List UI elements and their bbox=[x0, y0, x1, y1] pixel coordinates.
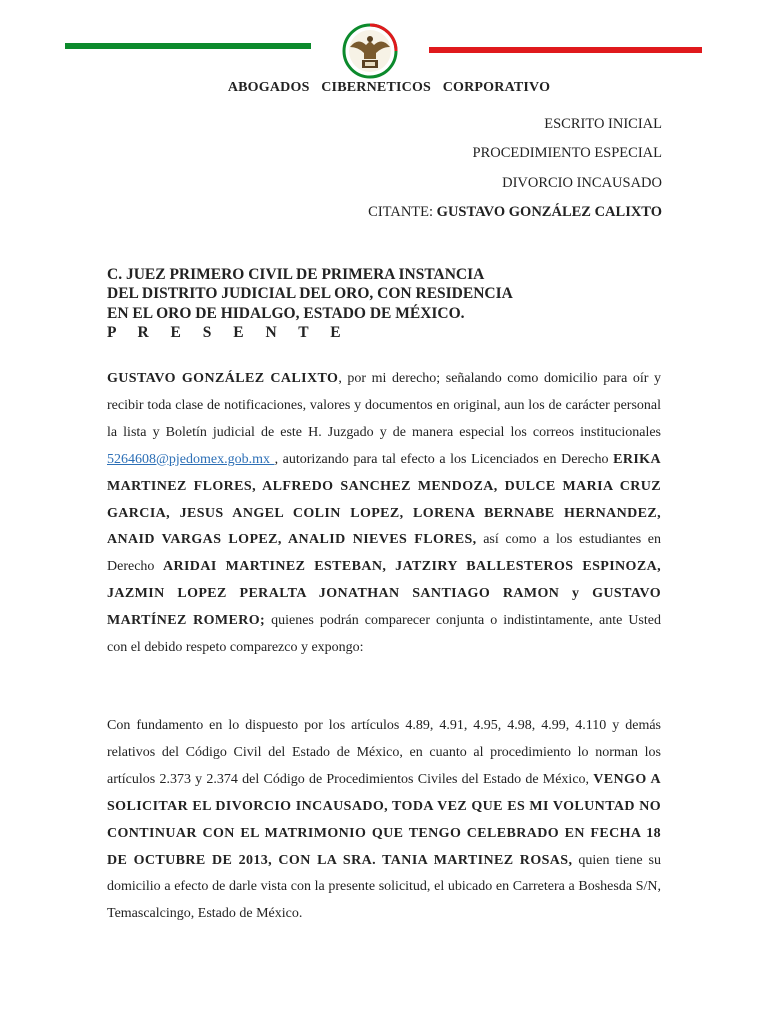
eagle-seal-logo bbox=[336, 23, 404, 79]
citante-line bbox=[368, 204, 662, 221]
citante-name: GUSTAVO GONZÁLEZ CALIXTO bbox=[436, 204, 662, 220]
petition-statement: VENGO A SOLICITAR EL DIVORCIO INCAUSADO, TODA VEZ QUE ES MI VOLUNTAD NO CONTINUAR CON EL MATRIMONIO QUE TENGO CELEBRADO EN FECHA 18 DE OCTUBRE DE 2013, CON LA SRA. TANIA MARTINEZ ROSAS, bbox=[107, 771, 661, 868]
divorce-type: DIVORCIO INCAUSADO bbox=[502, 175, 662, 191]
case-type: ESCRITO INICIAL bbox=[544, 116, 662, 132]
para1-text-2: , autorizando para tal efecto a los Licenciados en Derecho bbox=[274, 451, 614, 467]
header-red-bar bbox=[429, 47, 702, 53]
firm-name: ABOGADOS CIBERNETICOS CORPORATIVO bbox=[227, 80, 551, 95]
para1-text-3: así como a los estudiantes en Derecho bbox=[107, 532, 661, 575]
para2-text-1: Con fundamento en lo dispuesto por los artículos 4.89, 4.91, 4.95, 4.98, 4.99, 4.110 y demás relativos del Código Civil del Estado de México, en cuanto al procedimiento lo norman los artículos 2.373 y 2.374 del Código de Procedimientos Civiles del Estado de México, bbox=[107, 718, 661, 787]
paragraph-petition bbox=[107, 713, 661, 928]
procedure-type: PROCEDIMIENTO ESPECIAL bbox=[472, 145, 662, 161]
paragraph-identification bbox=[107, 366, 661, 662]
para2-text-2: quien tiene su domicilio a efecto de darle vista con la presente solicitud, el ubicado en Carretera a Boshesda S/N, Temascalcingo, Estado de México. bbox=[107, 852, 662, 922]
addressee-presente: P R E S E N T E bbox=[107, 324, 350, 342]
addressee-line-1: C. JUEZ PRIMERO CIVIL DE PRIMERA INSTANCIA bbox=[107, 266, 485, 283]
authorized-lawyers: ERIKA MARTINEZ FLORES, ALFREDO SANCHEZ MENDOZA, DULCE MARIA CRUZ GARCIA, JESUS ANGEL COLIN LOPEZ, LORENA BERNABE HERNANDEZ, ANAID VARGAS LOPEZ, ANALID NIEVES FLORES, bbox=[107, 451, 661, 548]
addressee-block bbox=[107, 265, 513, 343]
para1-text-1: , por mi derecho; señalando como domicilio para oír y recibir toda clase de notificaciones, valores y documentos en original, aun los de carácter personal la lista y Boletín judicial de este H. Juzgado y de manera especial los correos institucionales bbox=[107, 371, 661, 440]
header-green-bar bbox=[65, 43, 311, 49]
para1-text-4: quienes podrán comparecer conjunta o indistintamente, ante Usted con el debido respeto comparezco y expongo: bbox=[107, 613, 661, 656]
email-link[interactable]: 5264608@pjedomex.gob.mx bbox=[107, 451, 275, 467]
petitioner-name: GUSTAVO GONZÁLEZ CALIXTO bbox=[107, 371, 339, 386]
citante-label: CITANTE: bbox=[368, 204, 434, 220]
addressee-line-2: DEL DISTRITO JUDICIAL DEL ORO, CON RESIDENCIA bbox=[107, 285, 513, 303]
authorized-students: ARIDAI MARTINEZ ESTEBAN, JATZIRY BALLESTEROS ESPINOZA, JAZMIN LOPEZ PERALTA JONATHAN SANTIAGO RAMON y GUSTAVO MARTÍNEZ ROMERO; bbox=[107, 559, 661, 629]
addressee-line-3: EN EL ORO DE HIDALGO, ESTADO DE MÉXICO. bbox=[107, 304, 465, 322]
